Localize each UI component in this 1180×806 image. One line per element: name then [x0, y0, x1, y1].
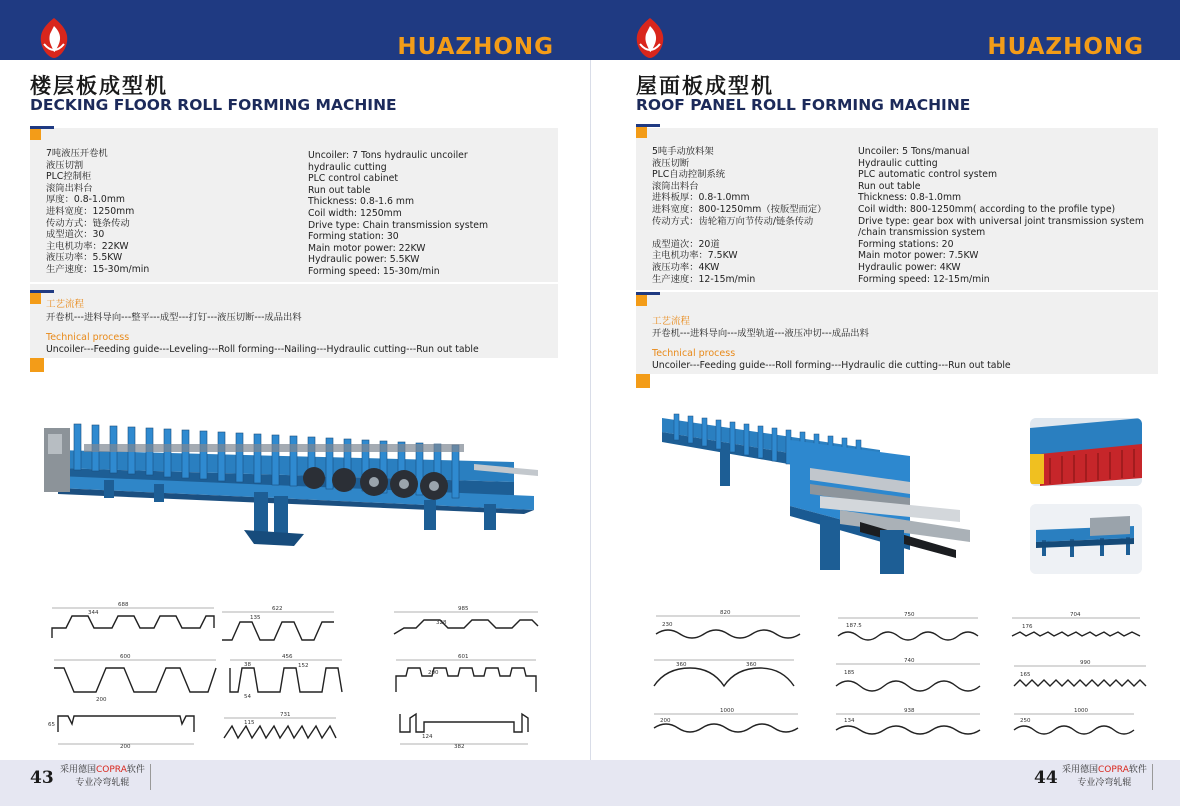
specs-cn: 7吨液压开卷机 液压切割 PLC控制柜 滚筒出料台 厚度：0.8-1.0mm 进料宽度：1250mm 传动方式：链条传动 成型道次：30 主电机功率：22KW 液压功率：5.5KW 生产速度：15-30m/min — [46, 148, 150, 275]
profile-dim: 1000 — [1074, 708, 1088, 714]
profile-dim: 740 — [904, 658, 915, 664]
profile-dim: 200 — [428, 670, 439, 676]
page-number: 44 — [1034, 768, 1058, 788]
brand-name: HUAZHONG — [397, 34, 554, 60]
profile-dim: 750 — [904, 612, 915, 618]
profile-dim: 200 — [660, 718, 671, 724]
section-marker — [30, 358, 54, 372]
profile-dim: 54 — [244, 694, 251, 700]
page-title-en: DECKING FLOOR ROLL FORMING MACHINE — [30, 96, 397, 114]
page-title-cn: 楼层板成型机 — [30, 74, 168, 98]
footer-slogan: 采用德国COPRA软件 专业冷弯轧辊 — [1062, 764, 1153, 790]
profile-drawings — [650, 606, 1150, 746]
profile-dim: 250 — [1020, 718, 1031, 724]
roof-machine-photo — [660, 410, 976, 576]
process-label-en: Technical process — [652, 348, 736, 359]
profile-dim: 1000 — [720, 708, 734, 714]
profile-dim: 601 — [458, 654, 469, 660]
section-marker — [636, 374, 660, 388]
profile-dim: 230 — [662, 622, 673, 628]
decking-machine-photo — [44, 410, 538, 560]
process-label-cn: 工艺流程 — [652, 316, 691, 327]
right-page — [590, 0, 1180, 806]
section-marker — [636, 292, 660, 306]
profile-dim: 152 — [298, 663, 309, 669]
profile-dim: 134 — [844, 718, 855, 724]
company-logo — [630, 16, 670, 60]
section-marker — [30, 126, 54, 140]
process-label-en: Technical process — [46, 332, 130, 343]
profile-dim: 938 — [904, 708, 915, 714]
process-text-cn: 开卷机---进料导向---成型轨道---液压冲切---成品出料 — [652, 328, 869, 339]
profile-dim: 187.5 — [846, 623, 862, 629]
profile-dim: 165 — [1020, 672, 1031, 678]
footer-slogan: 采用德国COPRA软件 专业冷弯轧辊 — [60, 764, 151, 790]
profile-dim: 360 — [746, 662, 757, 668]
process-text-en: Uncoiler---Feeding guide---Leveling---Roll forming---Nailing---Hydraulic cutting---Run out table — [46, 344, 479, 355]
profile-dim: 176 — [1022, 624, 1033, 630]
profile-dim: 600 — [120, 654, 131, 660]
profile-dim: 115 — [244, 720, 255, 726]
specs-en: Uncoiler: 5 Tons/manual Hydraulic cutting PLC automatic control system Run out table Thickness: 0.8-1.0mm Coil width: 800-1250mm( according to the profile type) Drive type: gear box with universal joint transmission system /chain transmission system Forming stations: 20 Main motor power: 7.5KW Hydraulic power: 4KW Forming speed: 12-15m/min — [858, 146, 1144, 285]
profile-dim: 65 — [48, 722, 55, 728]
section-marker — [636, 124, 660, 138]
profile-dim: 456 — [282, 654, 293, 660]
thumb-machine-overview — [1030, 504, 1142, 574]
profile-dim: 688 — [118, 602, 129, 608]
process-text-cn: 开卷机---进料导向---整平---成型---打钉---液压切断---成品出料 — [46, 312, 302, 323]
process-label-cn: 工艺流程 — [46, 299, 85, 310]
profile-dim: 382 — [454, 744, 465, 750]
profile-dim: 200 — [96, 697, 107, 703]
thumb-machine-closeup — [1030, 418, 1142, 486]
profile-dim: 731 — [280, 712, 291, 718]
profile-dim: 185 — [844, 670, 855, 676]
company-logo — [34, 16, 74, 60]
profile-dim: 124 — [422, 734, 433, 740]
process-text-en: Uncoiler---Feeding guide---Roll forming---Hydraulic die cutting---Run out table — [652, 360, 1011, 371]
profile-dim: 328 — [436, 620, 447, 626]
profile-drawings — [44, 598, 544, 750]
profile-dim: 704 — [1070, 612, 1081, 618]
page-number: 43 — [30, 768, 54, 788]
profile-dim: 622 — [272, 606, 283, 612]
profile-dim: 820 — [720, 610, 731, 616]
page-title-en: ROOF PANEL ROLL FORMING MACHINE — [636, 96, 971, 114]
specs-cn: 5吨手动放料架 液压切断 PLC自动控制系统 滚筒出料台 进料板厚：0.8-1.0mm 进料宽度：800-1250mm（按版型而定） 传动方式：齿轮箱万向节传动/链条传动 成型道次：20道 主电机功率：7.5KW 液压功率：4KW 生产速度：12-15m/min — [652, 146, 827, 285]
profile-dim: 38 — [244, 662, 251, 668]
specs-en: Uncoiler: 7 Tons hydraulic uncoiler hydraulic cutting PLC control cabinet Run out table Thickness: 0.8-1.6 mm Coil width: 1250mm Drive type: Chain transmission system Forming station: 30 Main motor power: 22KW Hydraulic power: 5.5KW Forming speed: 15-30m/min — [308, 150, 489, 277]
page-title-cn: 屋面板成型机 — [636, 74, 774, 98]
profile-dim: 360 — [676, 662, 687, 668]
profile-dim: 985 — [458, 606, 469, 612]
profile-dim: 990 — [1080, 660, 1091, 666]
profile-dim: 135 — [250, 615, 261, 621]
profile-dim: 200 — [120, 744, 131, 750]
profile-dim: 344 — [88, 610, 99, 616]
brand-name: HUAZHONG — [987, 34, 1144, 60]
